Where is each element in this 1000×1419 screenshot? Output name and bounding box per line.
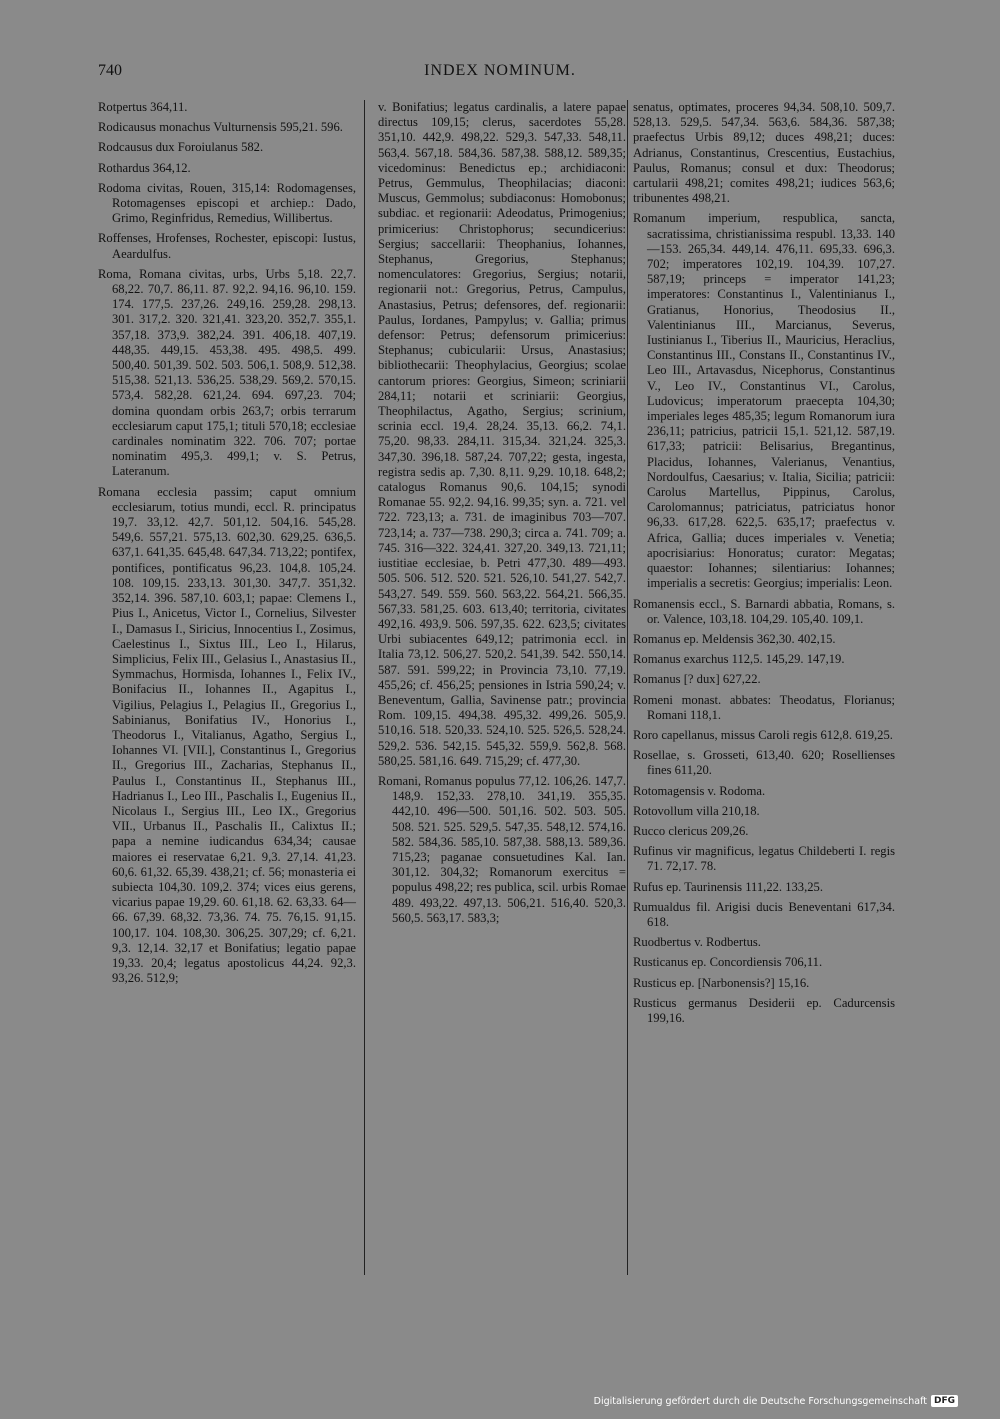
index-entry: Rothardus 364,12.: [98, 160, 191, 175]
index-column-3: [633, 100, 895, 1031]
index-entry: Romani, Romanus populus 77,12. 106,26. 147,7. 148,9. 152,33. 278,10. 341,19. 355,35. 442,10. 496—500. 501,16. 502. 503. 505. 508. 521. 525. 529,5. 547,35. 548,12. 574,16. 582. 584,36. 585,10. 587,38. 588,13. 589,36. 715,23; paganae consuetudines Kal. Ian. 301,12. 304,32; Romanorum exercitus = populus 498,22; res publica, scil. urbis Romae 489. 493,22. 497,13. 506,21. 516,40. 520,3. 560,5. 563,17. 583,3;: [378, 773, 626, 925]
index-column-1: [98, 100, 356, 991]
index-entry: Rumualdus fil. Arigisi ducis Beneventani 617,34. 618.: [633, 899, 895, 929]
index-entry: Romanus ep. Meldensis 362,30. 402,15.: [633, 631, 836, 646]
index-entry: Romana ecclesia passim; caput omnium ecclesiarum, totius mundi, eccl. R. principatus 19,7. 33,12. 42,7. 501,12. 504,16. 545,28. 549,6. 557,21. 575,13. 602,30. 629,25. 636,5. 637,1. 641,35. 645,48. 647,34. 713,22; pontifex, pontifices, pontificatus 96,23. 104,8. 105,24. 108. 109,15. 233,13. 301,30. 347,7. 351,32. 352,14. 396. 587,10. 603,1; papae: Clemens I., Pius I., Anicetus, Victor I., Cornelius, Silvester I., Damasus I., Siricius, Innocentius I., Zosimus, Caelestinus I., Sixtus III., Leo I., Hilarus, Simplicius, Felix III., Gelasius I., Anastasius II., Symmachus, Hormisda, Iohannes I., Felix IV., Bonifacius II., Iohannes II., Agapitus I., Vigilius, Pelagius I., Pelagius II., Gregorius I., Sabinianus, Bonifatius IV., Honorius I., Theodorus I., Vitalianus, Agatho, Sergius I., Iohannes VI. [VII.], Constantinus I., Gregorius II., Gregorius III., Zacharias, Stephanus II., Paulus I., Constantinus II., Stephanus III., Hadrianus I., Leo III., Paschalis I., Eugenius II., Nicolaus I., Sergius III., Leo IX., Gregorius VII., Urbanus II., Paschalis II., Calixtus II.; papa a nemine iudicandus 634,34; causae maiores ei reservatae 6,21. 9,3. 27,14. 41,23. 60,6. 61,32. 65,39. 438,21; cf. 56; monasteria ei subiecta 104,30. 109,2. 374; vices eius gerens, vicarius papae 19,29. 60. 61,18. 62. 63,33. 64—66. 67,39. 68,32. 73,36. 74. 75. 76,15. 91,15. 100,17. 104. 108,30. 306,25. 307,29; cf. 6,21. 9,3. 12,14. 32,17 et Bonifatius; legatio papae 19,33. 20,4; legatus apostolicus 44,24. 92,3. 93,26. 512,9;: [98, 484, 356, 986]
index-entry: Rosellae, s. Grosseti, 613,40. 620; Rosellienses fines 611,20.: [633, 748, 895, 778]
index-entry: Romanus exarchus 112,5. 145,29. 147,19.: [633, 652, 845, 667]
index-entry: v. Bonifatius; legatus cardinalis, a latere papae directus 109,15; clerus, sacerdotes 55,28. 351,10. 442,9. 498,22. 529,3. 547,33. 548,11. 563,4. 567,18. 584,36. 587,38. 588,12. 589,35; vicedominus: Benedictus ep.; archidiaconi: Petrus, Gemmulus, Theophilacias; diaconi: Muscus, Gemmolus; subdiaconus: Homobonus; subdiac. et regionarii: Adeodatus, Primogenius; primicerius: Christophorus; secundicerius: Sergius; saccellarii: Theophanius, Iohannes, Stephanus, Gregorius, Stephanus; nomenculatores: Gregorius, Sergius; notarii, regionarii not.: Gregorius, Petrus, Campulus, Anastasius, Petrus; defensores, def. regionarii: Paulus, Iordanes, Pampylus; v. Gallia; primus defensor: Petrus; defensorum primicerius: Stephanus; cubicularii: Ursus, Anastasius; bibliothecarii: Theophylacius, Georgius; scolae cantorum priores: Georgius, Simeon; scriniarii 284,11; notarii et scriniarii: Georgius, Theophilactus, Agatho, Sergius; scrinium, scrinia eccl. 19,4. 28,24. 35,13. 66,2. 74,1. 75,20. 98,33. 284,11. 315,34. 321,24. 325,3. 347,30. 396,18. 587,24. 707,22; gesta, ingesta, registra sedis ap. 7,30. 8,11. 9,29. 10,18. 648,2; catalogus Romanus 90,6. 104,15; synodi Romanae 55. 92,2. 94,16. 99,35; syn. a. 721. vel 722. 723,13; a. 731. de imaginibus 703—707. 723,14; a. 737—738. 290,3; circa a. 741. 709; a. 745. 316—322. 324,41. 327,20. 349,13. 721,11; iustitiae ecclesiae, b. Petri 477,30. 489—493. 505. 506. 512. 520. 521. 526,10. 541,27. 542,7. 543,27. 549. 559. 560. 563,22. 564,21. 566,35. 567,33. 581,25. 603. 613,40; territoria, civitates 492,16. 493,9. 506. 597,35. 622. 623,5; civitates Urbi subiacentes 649,12; patrimonia eccl. in Italia 73,12. 506,27. 520,2. 541,39. 542. 550,14. 587. 591. 599,22; in Provincia 73,10. 77,19. 455,26; cf. 456,25; pensiones in Istria 590,24; v. Beneventum, Gallia, Savinense patr.; provincia Rom. 109,15. 494,38. 495,32. 499,26. 505,9. 510,16. 518. 520,33. 524,10. 525. 526,5. 528,24. 529,2. 536. 542,15. 545,32. 559,9. 562,8. 568. 580,25. 581,16. 649. 715,29; cf. 477,30.: [378, 100, 626, 768]
index-entry: Rusticus germanus Desiderii ep. Cadurcensis 199,16.: [633, 995, 895, 1025]
index-entry: Rucco clericus 209,26.: [633, 823, 749, 838]
dfg-logo: DFG: [931, 1395, 958, 1407]
index-entry: Rotovollum villa 210,18.: [633, 803, 760, 818]
index-entry: Romeni monast. abbates: Theodatus, Florianus; Romani 118,1.: [633, 692, 895, 722]
index-entry: Roma, Romana civitas, urbs, Urbs 5,18. 22,7. 68,22. 70,7. 86,11. 87. 92,2. 94,16. 96,10. 159. 174. 177,5. 237,26. 249,16. 259,28. 298,13. 301. 317,2. 320. 321,41. 323,20. 352,7. 355,1. 357,18. 373,9. 382,24. 391. 406,18. 407,19. 448,35. 449,15. 453,38. 495. 498,5. 499. 500,40. 501,39. 502. 503. 506,1. 508,9. 512,38. 515,38. 521,13. 536,25. 538,29. 569,2. 570,15. 573,4. 582,28. 621,24. 694. 697,23. 704; domina quondam orbis 263,7; orbis terrarum ecclesiarum caput 175,1; tituli 570,18; ecclesiae cardinales nominatim 322. 706. 707; portae nominatim 495,3. 499,1; v. S. Petrus, Lateranum.: [98, 266, 356, 479]
index-entry: Romanensis eccl., S. Barnardi abbatia, Romans, s. or. Valence, 103,18. 104,29. 105,40. 109,1.: [633, 596, 895, 626]
column-divider: [627, 100, 628, 1275]
index-entry: Roffenses, Hrofenses, Rochester, episcopi: Iustus, Aeardulfus.: [98, 231, 356, 261]
index-entry: Roro capellanus, missus Caroli regis 612,8. 619,25.: [633, 727, 893, 742]
index-entry: Rodicausus monachus Vulturnensis 595,21. 596.: [98, 120, 343, 135]
index-entry: Rusticus ep. [Narbonensis?] 15,16.: [633, 975, 810, 990]
running-head: INDEX NOMINUM.: [424, 62, 576, 79]
page-number: 740: [98, 62, 122, 79]
index-entry: Rufus ep. Taurinensis 111,22. 133,25.: [633, 879, 823, 894]
index-entry: Rodoma civitas, Rouen, 315,14: Rodomagenses, Rotomagenses episcopi et archiep.: Dado, Grimo, Reginfridus, Remedius, Willibertus.: [98, 180, 356, 226]
index-column-2: [378, 100, 626, 931]
column-divider: [364, 100, 365, 1275]
index-entry: senatus, optimates, proceres 94,34. 508,10. 509,7. 528,13. 529,5. 547,34. 563,6. 584,36. 587,38; praefectus Urbis 89,12; duces 498,21; duces: Adrianus, Constantinus, Crescentius, Eustachius, Paulus, Romanus; consul et dux: Theodorus; cartularii 498,21; comites 498,21; iudices 563,6; tribunentes 498,21.: [633, 100, 895, 206]
index-entry: Rusticanus ep. Concordiensis 706,11.: [633, 955, 823, 970]
index-entry: Romanum imperium, respublica, sancta, sacratissima, christianissima respubl. 13,33. 140—153. 265,34. 449,14. 476,11. 695,33. 696,3. 702; imperatores 102,19. 104,39. 107,27. 587,19; princeps = imperator 141,23; imperatores: Constantinus I., Valentinianus I., Gratianus, Honorius, Theodosius II., Valentinianus III., Marcianus, Severus, Iustinianus I., Tiberius II., Mauricius, Heraclius, Constantinus III., Constans II., Constantinus IV., Leo III., Artavasdus, Nicephorus, Constantinus V., Leo IV., Constantinus VI., Carolus, Ludovicus; imperatorum praecepta 104,30; imperiales leges 485,35; legum Romanorum iura 236,11; patricius, patricii 15,1. 521,12. 587,19. 617,33; patricii: Belisarius, Bregantinus, Placidus, Iohannes, Valerianus, Venantius, Nordoulfus, Caesarius; v. Italia, Sicilia; patricii: Carolus Martellus, Pippinus, Carolus, Carolomannus; patriciatus, patriciatus honor 96,33. 617,28. 622,5. 635,17; praefectus v. Africa, Gallia; duces imperiales v. Venetia; apocrisiarius: Honoratus; curator: Megatas; quaestor: Iohannes; silentiarius: Iohannes; imperialis a secretis: Georgius; imperialis: Leon.: [633, 211, 895, 591]
index-entry: Rufinus vir magnificus, legatus Childeberti I. regis 71. 72,17. 78.: [633, 844, 895, 874]
index-entry: Romanus [? dux] 627,22.: [633, 672, 761, 687]
index-entry: Rotpertus 364,11.: [98, 100, 188, 114]
index-entry: Ruodbertus v. Rodbertus.: [633, 935, 761, 950]
index-entry: Rotomagensis v. Rodoma.: [633, 783, 766, 798]
funding-footer: [594, 1395, 958, 1407]
index-entry: Rodcausus dux Foroiulanus 582.: [98, 140, 264, 155]
funding-note: Digitalisierung gefördert durch die Deutsche Forschungsgemeinschaft: [593, 1395, 927, 1407]
